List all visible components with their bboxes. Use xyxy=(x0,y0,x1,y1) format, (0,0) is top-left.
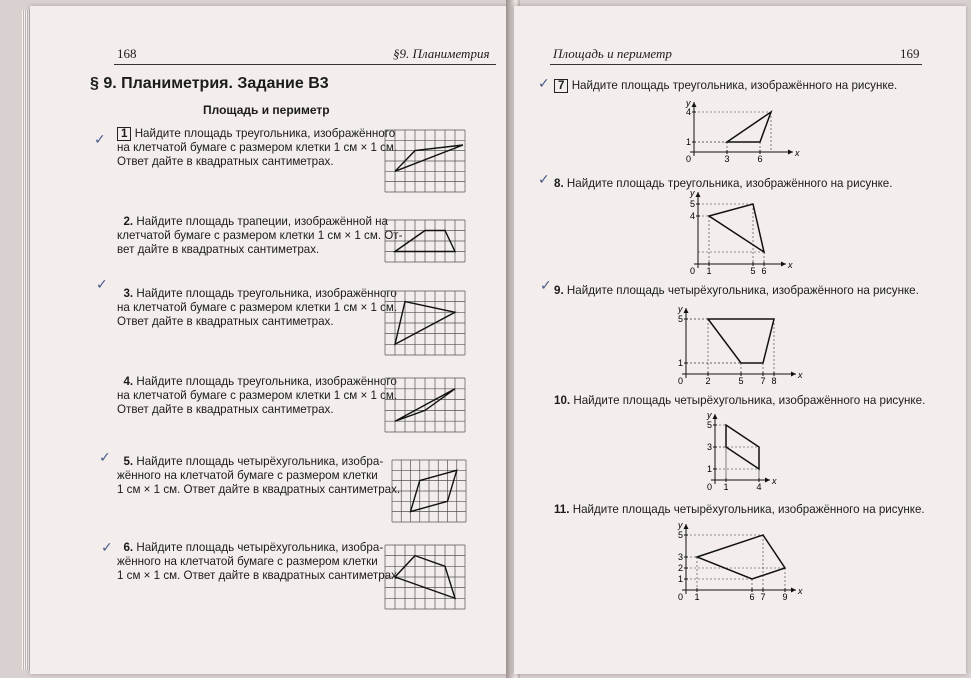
pencil-check-5: ✓ xyxy=(99,450,111,466)
task-1-line-3: Ответ дайте в квадратных сантиметрах. xyxy=(117,155,334,168)
x-axis-label: x xyxy=(798,370,803,380)
task-10 xyxy=(554,394,925,407)
task-11 xyxy=(554,503,925,516)
figure-polygon xyxy=(727,112,771,142)
figure-polygon xyxy=(708,319,774,363)
y-tick-label: 1 xyxy=(678,574,684,584)
y-axis-label: y xyxy=(678,304,683,314)
coord-figure-9 xyxy=(676,298,806,388)
right-running-header: Площадь и периметр xyxy=(553,46,672,61)
task-8-text: Найдите площадь треугольника, изображённого на рисунке. xyxy=(566,177,893,190)
task-5-number: 5. xyxy=(123,455,134,468)
task-10-number: 10. xyxy=(554,394,571,407)
axes xyxy=(694,192,786,268)
x-tick-label: 9 xyxy=(782,592,788,602)
task-3-line-1: Найдите площадь треугольника, изображённого xyxy=(136,287,397,300)
task-9-text: Найдите площадь четырёхугольника, изображённого на рисунке. xyxy=(566,284,919,297)
task-11-text: Найдите площадь четырёхугольника, изображённого на рисунке. xyxy=(572,503,925,516)
origin-label: 0 xyxy=(707,482,713,492)
y-axis-label: y xyxy=(690,188,695,198)
task-4-number: 4. xyxy=(123,375,134,388)
grid-figure-2 xyxy=(385,220,465,262)
axes xyxy=(711,414,770,484)
x-axis-label: x xyxy=(788,260,793,270)
task-3-line-2: на клетчатой бумаге с размером клетки 1 см × 1 см. xyxy=(117,301,398,314)
pencil-check-1: ✓ xyxy=(94,132,106,148)
grid-figure-6 xyxy=(385,545,465,609)
task-1-number: 1 xyxy=(117,127,131,141)
y-tick-label: 5 xyxy=(678,530,684,540)
y-arrow xyxy=(713,414,718,419)
y-tick-label: 1 xyxy=(686,137,692,147)
figure-polygon xyxy=(709,204,764,252)
left-page-number: 168 xyxy=(117,46,137,61)
x-tick-label: 6 xyxy=(749,592,755,602)
grid-figure-1 xyxy=(385,130,465,192)
x-arrow xyxy=(781,262,786,267)
left-running-header: §9. Планиметрия xyxy=(393,46,490,61)
x-axis-label: x xyxy=(795,148,800,158)
pencil-check-7: ✓ xyxy=(538,76,550,92)
pencil-check-6: ✓ xyxy=(101,540,113,556)
task-11-number: 11. xyxy=(554,503,570,516)
x-tick-label: 1 xyxy=(694,592,700,602)
task-8 xyxy=(554,177,892,190)
task-6-line-3: 1 см × 1 см. Ответ дайте в квадратных сантиметрах. xyxy=(117,569,401,582)
task-3-number: 3. xyxy=(123,287,134,300)
figure-polygon xyxy=(697,535,785,579)
task-9 xyxy=(554,284,919,297)
task-2-line-3: вет дайте в квадратных сантиметрах. xyxy=(117,243,320,256)
x-tick-label: 8 xyxy=(771,376,777,386)
coord-figure-11 xyxy=(676,516,806,604)
figure-polygon xyxy=(726,425,759,469)
coord-figure-7 xyxy=(680,92,800,167)
right-page-number: 169 xyxy=(900,46,920,61)
x-tick-label: 2 xyxy=(705,376,711,386)
coord-figure-8 xyxy=(688,188,798,277)
x-tick-label: 1 xyxy=(723,482,729,492)
y-tick-label: 2 xyxy=(678,563,684,573)
grid-figure-5 xyxy=(392,460,466,522)
pencil-check-3: ✓ xyxy=(96,277,108,293)
pencil-check-9: ✓ xyxy=(540,278,552,294)
x-tick-label: 5 xyxy=(750,266,756,276)
grid-figure-3 xyxy=(385,291,465,355)
x-arrow xyxy=(788,150,793,155)
y-tick-label: 1 xyxy=(707,464,713,474)
task-4-line-1: Найдите площадь треугольника, изображённого xyxy=(136,375,397,388)
task-7-number: 7 xyxy=(554,79,568,93)
task-2-number: 2. xyxy=(123,215,134,228)
x-axis-label: x xyxy=(798,586,803,596)
y-arrow xyxy=(692,102,697,107)
x-tick-label: 6 xyxy=(757,154,763,164)
x-axis-label: x xyxy=(772,476,777,486)
x-tick-label: 6 xyxy=(761,266,767,276)
y-tick-label: 5 xyxy=(690,199,696,209)
y-tick-label: 4 xyxy=(690,211,696,221)
y-arrow xyxy=(696,192,701,197)
task-3-line-3: Ответ дайте в квадратных сантиметрах. xyxy=(117,315,334,328)
y-arrow xyxy=(684,308,689,313)
left-header-rule xyxy=(114,64,496,65)
y-axis-label: y xyxy=(678,520,683,530)
axes xyxy=(690,102,793,156)
task-4-line-3: Ответ дайте в квадратных сантиметрах. xyxy=(117,403,334,416)
x-tick-label: 7 xyxy=(760,376,766,386)
origin-label: 0 xyxy=(678,376,684,386)
task-1 xyxy=(117,127,397,169)
task-5-line-2: жённого на клетчатой бумаге с размером клетки xyxy=(117,469,378,482)
task-6-number: 6. xyxy=(123,541,134,554)
x-tick-label: 3 xyxy=(724,154,730,164)
y-axis-label: y xyxy=(686,98,691,108)
task-6-line-2: жённого на клетчатой бумаге с размером клетки xyxy=(117,555,378,568)
task-4 xyxy=(117,375,397,417)
task-5 xyxy=(117,455,400,497)
section-title: § 9. Планиметрия. Задание В3 xyxy=(90,75,329,92)
task-10-text: Найдите площадь четырёхугольника, изображённого на рисунке. xyxy=(573,394,926,407)
task-7 xyxy=(554,79,897,93)
task-6 xyxy=(117,541,400,583)
y-tick-label: 5 xyxy=(678,314,684,324)
task-6-line-1: Найдите площадь четырёхугольника, изобра- xyxy=(136,541,384,554)
task-9-number: 9. xyxy=(554,284,564,297)
x-arrow xyxy=(765,478,770,483)
task-1-line-1: Найдите площадь треугольника, изображённого xyxy=(134,127,396,140)
section-subtitle: Площадь и периметр xyxy=(203,103,330,117)
task-3 xyxy=(117,287,397,329)
task-2-line-2: клетчатой бумаге с размером клетки 1 см × 1 см. От- xyxy=(117,229,403,242)
y-tick-label: 1 xyxy=(678,358,684,368)
pencil-check-8: ✓ xyxy=(538,172,550,188)
x-tick-label: 7 xyxy=(760,592,766,602)
task-2 xyxy=(117,215,402,257)
y-axis-label: y xyxy=(707,410,712,420)
task-4-line-2: на клетчатой бумаге с размером клетки 1 см × 1 см. xyxy=(117,389,398,402)
origin-label: 0 xyxy=(678,592,684,602)
task-8-number: 8. xyxy=(554,177,564,190)
task-5-line-1: Найдите площадь четырёхугольника, изобра- xyxy=(136,455,384,468)
x-tick-label: 4 xyxy=(756,482,762,492)
x-arrow xyxy=(791,372,796,377)
y-tick-label: 5 xyxy=(707,420,713,430)
task-1-line-2: на клетчатой бумаге с размером клетки 1 см × 1 см. xyxy=(117,141,398,154)
y-tick-label: 3 xyxy=(707,442,713,452)
grid-figure-4 xyxy=(385,378,465,432)
y-tick-label: 4 xyxy=(686,107,692,117)
origin-label: 0 xyxy=(690,266,696,276)
x-arrow xyxy=(791,588,796,593)
y-arrow xyxy=(684,524,689,529)
y-tick-label: 3 xyxy=(678,552,684,562)
task-2-line-1: Найдите площадь трапеции, изображённой на xyxy=(136,215,388,228)
right-header-rule xyxy=(550,64,922,65)
origin-label: 0 xyxy=(686,154,692,164)
x-tick-label: 5 xyxy=(738,376,744,386)
x-tick-label: 1 xyxy=(706,266,712,276)
task-5-line-3: 1 см × 1 см. Ответ дайте в квадратных сантиметрах. xyxy=(117,483,401,496)
task-7-text: Найдите площадь треугольника, изображённого на рисунке. xyxy=(571,79,898,92)
coord-figure-10 xyxy=(705,408,785,493)
